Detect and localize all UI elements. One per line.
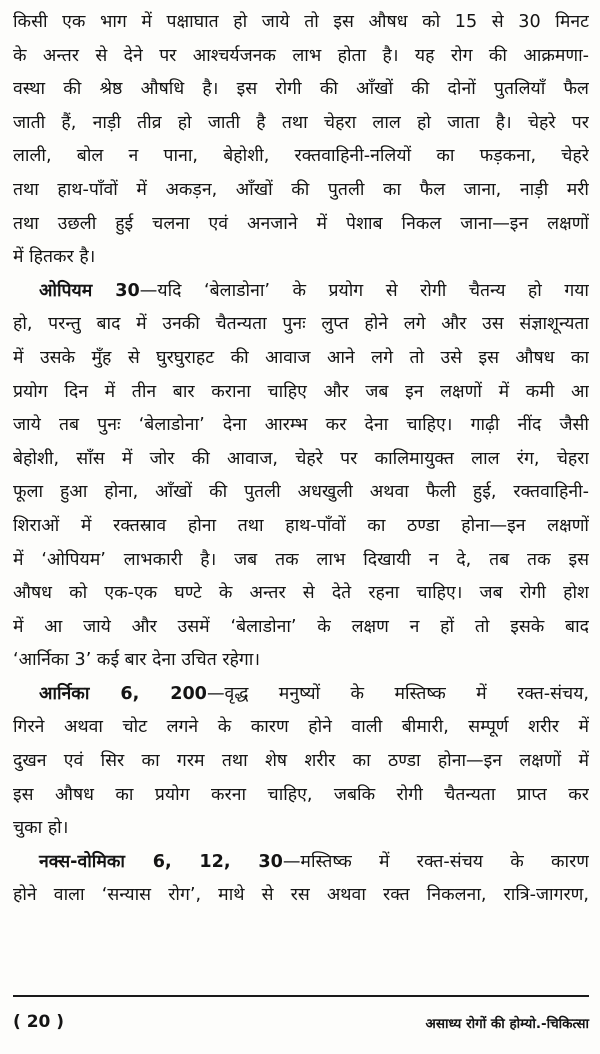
text-line: किसी एक भाग में पक्षाघात हो जाये तो इस औषध को 15 से 30 मिनट: [13, 12, 589, 32]
page-number: ( 20 ): [13, 1012, 65, 1032]
remedy-heading-arnica: आर्निका 6, 200: [39, 683, 207, 704]
paragraph-nux-vomica-first-line: [13, 846, 589, 880]
text-line: बेहोशी, साँस में जोर की आवाज, चेहरे पर कालिमायुक्त लाल रंग, चेहरा: [13, 448, 589, 469]
remedy-heading-nux-vomica: नक्स-वोमिका 6, 12, 30: [39, 851, 283, 872]
text-line: जाती हैं, नाड़ी तीव्र हो जाती है तथा चेहरा लाल हो जाता है। चेहरे पर: [13, 112, 589, 133]
text-line: तथा हाथ-पाँवों में अकड़न, आँखों की पुतली का फैल जाना, नाड़ी मरी: [13, 179, 589, 200]
text-line: होने वाला ‘सन्यास रोग’, माथे से रस अथवा रक्त निकलना, रात्रि-जागरण,: [13, 885, 589, 906]
text-line: —मस्तिष्क में रक्त-संचय के कारण: [282, 851, 589, 872]
running-book-title: असाध्य रोगों की होम्यो.-चिकित्सा: [425, 1016, 589, 1032]
paragraph-arnica-first-line: [13, 678, 589, 712]
text-line: में हितकर है।: [13, 247, 96, 268]
text-line: जाये तब पुनः ‘बेलाडोना’ देना आरम्भ कर देना चाहिए। गाढ़ी नींद जैसी: [13, 415, 589, 436]
text-line: हो, परन्तु बाद में उनकी चैतन्यता पुनः लुप्त होने लगे और उस संज्ञाशून्यता: [13, 314, 589, 335]
text-line: लाली, बोल न पाना, बेहोशी, रक्तवाहिनी-नलियों का फड़कना, चेहरे: [13, 146, 589, 167]
text-line: तथा उछली हुई चलना एवं अनजाने में पेशाब निकल जाना—इन लक्षणों: [13, 213, 589, 234]
body-text: [13, 6, 589, 913]
text-line: औषध को एक-एक घण्टे के अन्तर से देते रहना चाहिए। जब रोगी होश: [13, 583, 589, 604]
text-line: के अन्तर से देने पर आश्चर्यजनक लाभ होता है। यह रोग की आक्रमणा-: [13, 45, 589, 66]
text-line: चुका हो।: [13, 818, 69, 839]
text-line: इस औषध का प्रयोग करना चाहिए, जबकि रोगी चैतन्यता प्राप्त कर: [13, 784, 589, 805]
text-line: में आ जाये और उसमें ‘बेलाडोना’ के लक्षण न हों तो इसके बाद: [13, 616, 589, 637]
text-line: शिराओं में रक्तस्राव होना तथा हाथ-पाँवों का ठण्डा होना—इन लक्षणों: [13, 515, 589, 536]
text-line: ‘आर्निका 3’ कई बार देना उचित रहेगा।: [13, 650, 260, 671]
footer-divider: [13, 995, 589, 997]
text-line: में उसके मुँह से घुरघुराहट की आवाज आने लगे तो उसे इस औषध का: [13, 347, 589, 368]
text-line: दुखन एवं सिर का गरम तथा शेष शरीर का ठण्डा होना—इन लक्षणों में: [13, 751, 589, 772]
text-line: —वृद्ध मनुष्यों के मस्तिष्क में रक्त-संचय,: [206, 683, 589, 704]
text-line: गिरने अथवा चोट लगने के कारण होने वाली बीमारी, सम्पूर्ण शरीर में: [13, 717, 589, 738]
text-line: फूला हुआ होना, आँखों की पुतली अधखुली अथवा फैली हुई, रक्तवाहिनी-: [13, 482, 589, 503]
remedy-heading-opium: ओपियम 30: [39, 280, 140, 301]
text-line: में ‘ओपियम’ लाभकारी है। जब तक लाभ दिखायी न दे, तब तक इस: [13, 549, 589, 570]
page-footer: [13, 1010, 589, 1040]
text-line: वस्था की श्रेष्ठ औषधि है। इस रोगी की आँखों की दोनों पुतलियाँ फैल: [13, 79, 589, 100]
text-line: —यदि ‘बेलाडोना’ के प्रयोग से रोगी चैतन्य हो गया: [139, 280, 589, 301]
text-line: प्रयोग दिन में तीन बार कराना चाहिए और जब इन लक्षणों में कमी आ: [13, 381, 589, 402]
paragraph-opium-first-line: [13, 275, 589, 309]
